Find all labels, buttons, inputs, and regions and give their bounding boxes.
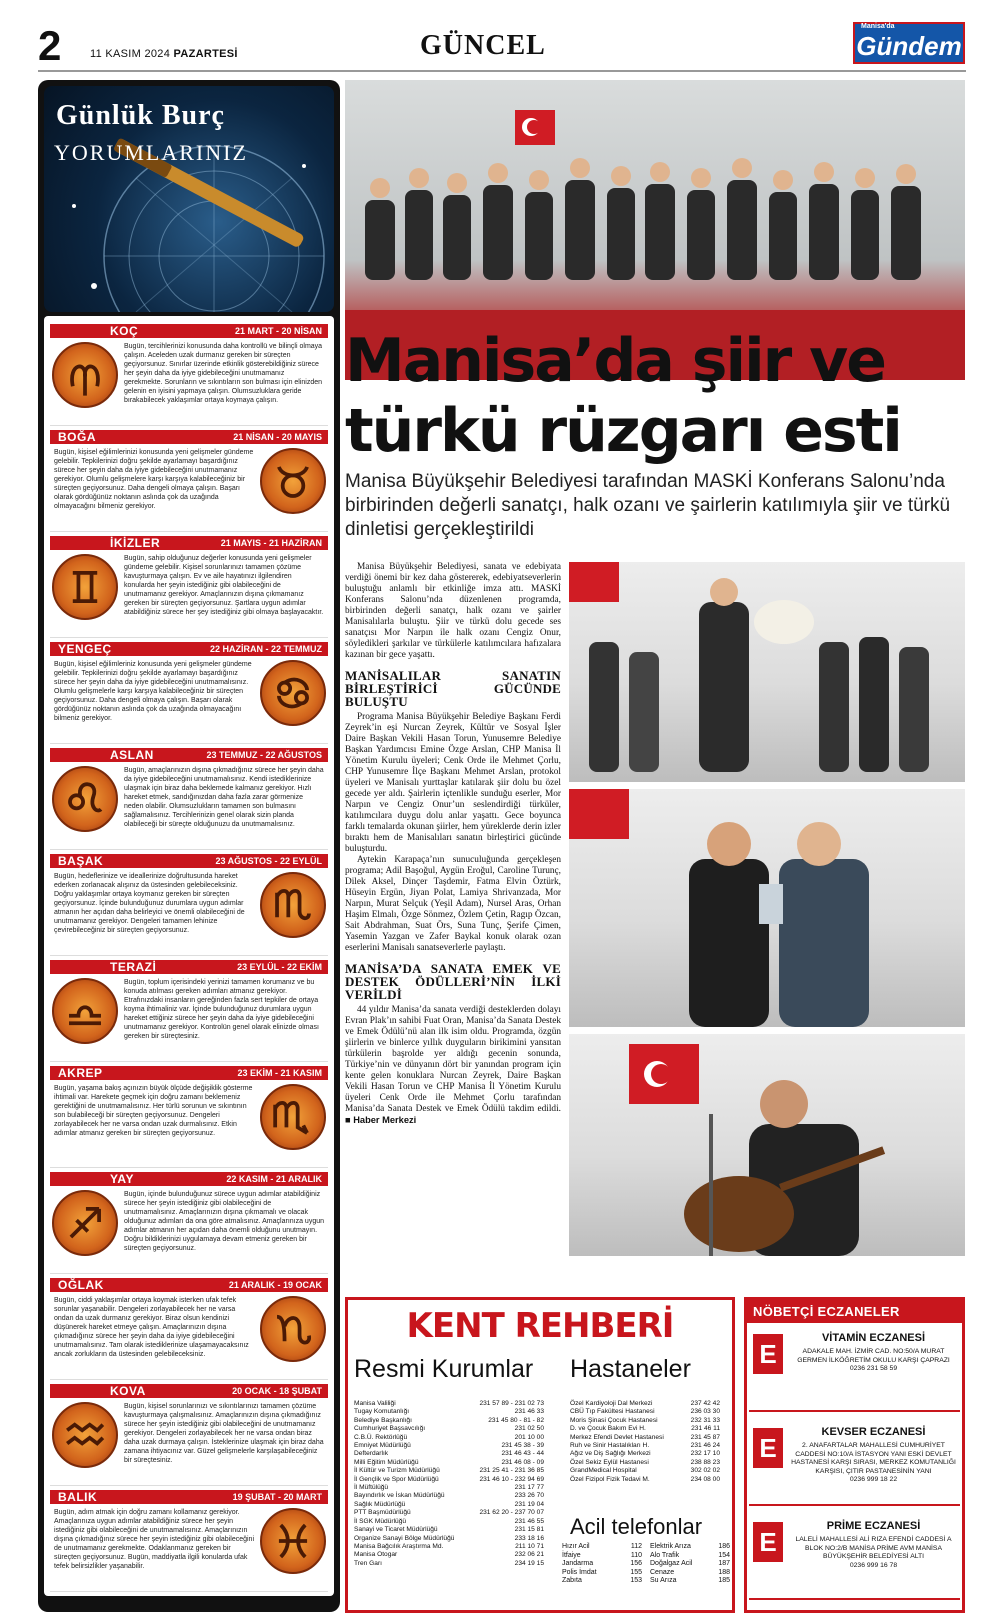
official-institutions-list [354, 1400, 544, 1568]
musician-photo [569, 1034, 965, 1256]
day-text: PAZARTESİ [173, 48, 238, 60]
zodiac-sign-icon [52, 978, 118, 1044]
directory-name: İl Gençlik ve Spor Müdürlüğü [354, 1475, 439, 1483]
pharmacy-phone: 0236 999 18 22 [849, 1476, 898, 1484]
directory-name: Milli Eğitim Müdürlüğü [354, 1458, 419, 1466]
directory-phone: 231 19 04 [514, 1500, 544, 1508]
directory-phone: 231 46 24 [690, 1442, 720, 1450]
zodiac-sign-icon [260, 1508, 326, 1574]
directory-phone: 231 62 20 - 237 70 07 [479, 1509, 544, 1517]
directory-row [354, 1459, 544, 1467]
directory-row [570, 1408, 720, 1416]
horoscope-subtitle: YORUMLARINIZ [54, 140, 248, 165]
directory-row [570, 1459, 720, 1467]
directory-phone: 234 19 15 [514, 1559, 544, 1567]
directory-row [570, 1476, 720, 1484]
directory-name: Cumhuriyet Başsavcılığı [354, 1425, 426, 1433]
directory-name: D. ve Çocuk Bakım Evi H. [570, 1425, 646, 1433]
directory-phone: 236 03 30 [690, 1408, 720, 1416]
directory-name: Manisa Otogar [354, 1551, 398, 1559]
sign-forecast: Bugün, adım atmak için doğru zamanı kollamanız gerekiyor. Amaçlarınıza uygun adımlar atabildiğiniz sürece her şeyin istediğiniz gibi olabileceğini de unutmamalısınız. Amaçlarınızın dışına çıkmadığınız sürece her şeyin istediğiniz gibi olabileceğini de unutmamanız gerekmekte. Odaklanmanız gereken bir süreçten geçiyorsunuz. Bugün, maddiyatla ilgili konularda ufak tefek belirsizlikler yaşanabilir. [54, 1509, 254, 1570]
pharmacy-phone: 0236 999 16 78 [849, 1561, 898, 1569]
directory-name: PTT Başmüdürlüğü [354, 1509, 411, 1517]
directory-row [354, 1526, 544, 1534]
directory-name: Emniyet Müdürlüğü [354, 1442, 411, 1450]
directory-name: C.B.Ü. Rektörlüğü [354, 1433, 408, 1441]
directory-row [650, 1577, 730, 1586]
horoscope-sign-6 [50, 850, 328, 956]
directory-name: Zabıta [562, 1577, 582, 1585]
directory-phone: 155 [630, 1568, 642, 1576]
zodiac-sign-icon [52, 1402, 118, 1468]
musician-photo-illustration [569, 1034, 965, 1256]
pharmacy-box [744, 1297, 965, 1613]
sign-name: KOVA [110, 1384, 146, 1398]
flower-photo-illustration [569, 562, 965, 782]
directory-row [354, 1560, 544, 1568]
directory-phone: 233 18 16 [514, 1534, 544, 1542]
directory-row [562, 1577, 642, 1586]
directory-name: Ağız ve Diş Sağlığı Merkezi [570, 1450, 651, 1458]
horoscope-sign-11 [50, 1380, 328, 1486]
article-paragraph-text: 44 yıldır Manisa’da sanata verdiği desteklerden dolayı Evran Plak’ın sahibi Fuat Oran, Manisa’da Sanata Destek ve Emek Ödülü’nü alan ilk isim oldu. Programda, özgün şiirlerin ve binlerce yıllık duyguların birikimini yansıtan türkülerin başrolde yer aldığı gecenin sonunda, Türkiye’nin ve dünyanın dört bir yanından program için kente gelen konuklara Nurcan Zeyrek, Daire Başkan Vekili Hasan Torun ve CHP Manisa İl Yönetim Kurulu üyeleri Cenk Orde ile Mehmet Çorlu tarafından Manisa’da Sanata Destek ve Emek Ödülü takdim edildi. [345, 1005, 561, 1114]
directory-name: Özel Kardiyoloji Dal Merkezi [570, 1400, 653, 1407]
directory-row [562, 1543, 642, 1552]
sign-name: BALIK [58, 1490, 98, 1504]
sign-forecast: Bugün, kişisel eğilimlerinizi konusunda yeni gelişmeler gündeme gelebilir. Tepkilerinizi doğru şekilde ayarlamayı başardığınız sürece her şeyin daha da iyiye gidebileceğini unutmamanız gerekiyor. Olumlu gelişmelere karşı karşıya kalabileceğiniz bir süreçten geçiyorsunuz. Daha dengeli olmaya çalışın. Başarı olarak gördüğünüz noktanın aslında çok da uzağında olmayacağını bilmeniz gerekiyor. [54, 449, 254, 510]
sign-dates: 23 TEMMUZ - 22 AĞUSTOS [206, 750, 322, 760]
directory-phone: 231 17 77 [514, 1484, 544, 1492]
header-rule [38, 70, 966, 72]
directory-phone: 153 [630, 1577, 642, 1585]
date-text: 11 KASIM 2024 [90, 48, 171, 60]
horoscope-sign-2 [50, 426, 328, 532]
directory-name: Doğalgaz Acil [650, 1560, 693, 1568]
emergency-phones-list-2 [650, 1543, 730, 1586]
directory-row [354, 1518, 544, 1526]
emergency-phones-list-1 [562, 1543, 642, 1586]
directory-row [354, 1417, 544, 1425]
directory-row [354, 1501, 544, 1509]
pharmacy-letter-icon: E [753, 1428, 783, 1468]
sign-dates: 22 KASIM - 21 ARALIK [226, 1174, 322, 1184]
award-photo-illustration [569, 789, 965, 1027]
sign-name: İKİZLER [110, 536, 161, 550]
zodiac-sign-icon [260, 1084, 326, 1150]
sign-forecast: Bugün, kişisel sorunlarınızı ve sıkıntılarınızı tamamen çözüme kavuşturmaya çalışmalısınız. Amaçlarınızın dışına çıkmadığınız sürece her şeyin istediğiniz gibi olabileceğini de unutmamanız gerekiyor. Dengeleri zorlayabilecek her ne varsa ondan biraz daha uzak durmaya çalışın. İsteklerinize ulaşmak için biraz daha zamana ihtiyacınız var. Güzel gelişmelerle karşılaşabileceğiniz bir süreçtesiniz. [124, 1403, 324, 1464]
directory-name: Tugay Komutanlığı [354, 1408, 410, 1416]
directory-name: Ruh ve Sinir Hastalıkları H. [570, 1442, 650, 1450]
directory-phone: 232 17 10 [690, 1450, 720, 1458]
directory-phone: 188 [718, 1568, 730, 1576]
directory-phone: 231 25 41 - 231 36 85 [479, 1467, 544, 1475]
horoscope-title: Günlük Burç [56, 100, 225, 131]
horoscope-sign-1 [50, 320, 328, 426]
directory-row [354, 1425, 544, 1433]
sign-name: AKREP [58, 1066, 103, 1080]
pharmacy-letter-icon: E [753, 1522, 783, 1562]
directory-phone: 232 31 33 [690, 1416, 720, 1424]
directory-name: Belediye Başkanlığı [354, 1416, 412, 1424]
directory-name: Manisa Bağcılık Araştırma Md. [354, 1542, 444, 1550]
directory-row [354, 1408, 544, 1416]
directory-row [562, 1569, 642, 1578]
directory-phone: 211 10 71 [515, 1542, 544, 1550]
sign-dates: 23 EYLÜL - 22 EKİM [237, 962, 322, 972]
directory-name: Tren Garı [354, 1559, 382, 1567]
directory-row [650, 1560, 730, 1569]
directory-name: GrandMedical Hospital [570, 1467, 637, 1475]
directory-row [354, 1450, 544, 1458]
zodiac-sign-icon [52, 1190, 118, 1256]
pharmacy-address: ADAKALE MAH. İZMİR CAD. NO:50/A MURAT GERMEN İLKÖĞRETİM OKULU KARŞI ÇAPRAZI [797, 1348, 950, 1364]
article-body [345, 562, 561, 1127]
horoscope-sign-4 [50, 638, 328, 744]
directory-row [354, 1492, 544, 1500]
horoscope-sign-9 [50, 1168, 328, 1274]
directory-row [354, 1434, 544, 1442]
directory-row [570, 1417, 720, 1425]
directory-row [354, 1543, 544, 1551]
sign-forecast: Bugün, içinde bulunduğunuz sürece uygun adımlar atabildiğiniz sürece her şeyin istediğiniz gibi olabileceğini de unutmamalısınız. Amaçlarınızın dışına çıkmamalı ve olacak olduğunuz adımları da ona göre atmalısınız. Amaçlarınıza uygun adımlar atmanın her açıdan daha önemli olduğunu unutmayın. Doğru bildiklerinizi uygulamaya devam etmeniz gereken bir süreçten geçiyorsunuz. [124, 1191, 325, 1252]
sign-dates: 20 OCAK - 18 ŞUBAT [232, 1386, 322, 1396]
horoscope-sign-10 [50, 1274, 328, 1380]
sign-forecast: Bugün, kişisel eğilimleriniz konusunda yeni gelişmeler gündeme gelebilir. Tepkilerinizi doğru şekilde ayarlamayı başardığınız sürece her şeyin daha da iyiye gidebileceğini unutmamalısınız. Olumlu gelişmelerle karşı karşıya kalabileceğiniz bir süreçten geçiyorsunuz. Daha dengeli olmaya çalışın. Başarı olarak gördüğünüz noktanın aslında çok da uzağında olmayacağını bilmeniz gerekiyor. [54, 661, 252, 722]
page-number: 2 [38, 22, 62, 69]
pharmacy-name: PRİME ECZANESİ [826, 1520, 921, 1532]
logo-main-text: Gündem [856, 31, 962, 61]
sign-dates: 21 MART - 20 NİSAN [234, 326, 322, 336]
directory-phone: 187 [718, 1560, 730, 1568]
sign-forecast: Bugün, amaçlarınızın dışına çıkmadığınız sürece her şeyin daha da iyiye gidebileceğini unutmamalısınız. Kendi istediklerinize ulaşmak için biraz daha beklemede kalmanız gerekiyor. Hızlı hareket etmek, sandığınızdan daha fazla zarar görmenize neden olabilir. Olumsuzlukların tamamen son bulmasını sağlamalısınız. Tercihlerinizin genel olarak sizin planda olabileceği bir süreçte olduğunuzu da unutmamalısınız. [124, 767, 324, 828]
directory-name: Polis İmdat [562, 1568, 597, 1576]
directory-phone: 238 88 23 [690, 1458, 720, 1466]
directory-phone: 232 06 21 [514, 1551, 544, 1559]
horoscope-column [38, 80, 340, 1612]
sign-dates: 22 HAZİRAN - 22 TEMMUZ [209, 644, 322, 654]
sign-dates: 23 EKİM - 21 KASIM [237, 1068, 322, 1078]
directory-name: İtfaiye [562, 1551, 581, 1559]
directory-name: Su Arıza [650, 1577, 677, 1585]
directory-row [650, 1543, 730, 1552]
directory-row [570, 1467, 720, 1475]
hospitals-title: Hastaneler [570, 1355, 691, 1383]
directory-name: Sanayi ve Ticaret Müdürlüğü [354, 1526, 438, 1534]
directory-phone: 231 46 33 [514, 1408, 544, 1416]
pharmacy-phone: 0236 231 58 59 [849, 1365, 898, 1373]
directory-phone: 237 42 42 [690, 1400, 720, 1407]
sign-dates: 19 ŞUBAT - 20 MART [232, 1492, 322, 1502]
directory-phone: 302 02 02 [690, 1467, 720, 1475]
directory-name: Elektrik Arıza [650, 1543, 691, 1550]
directory-phone: 231 46 11 [691, 1425, 720, 1433]
directory-name: Özel Sekiz Eylül Hastanesi [570, 1458, 649, 1466]
directory-name: İl Kültür ve Turizm Müdürlüğü [354, 1467, 440, 1475]
issue-date [90, 48, 238, 60]
directory-row [562, 1560, 642, 1569]
pharmacy-item [749, 1420, 960, 1506]
article-subheading: MANİSALILAR SANATIN BİRLEŞTİRİCİ GÜCÜNDE BULUŞTU [345, 668, 561, 709]
directory-name: İl Müftülüğü [354, 1484, 389, 1492]
city-guide-title: KENT REHBERİ [406, 1306, 674, 1346]
directory-phone: 231 46 55 [514, 1517, 544, 1525]
section-title: GÜNCEL [420, 30, 546, 61]
directory-row [650, 1569, 730, 1578]
article-paragraph: Aytekin Karapaça’nın sunuculuğunda gerçekleşen programa; Adil Başoğul, Aygün Eroğul, Caroline Turunç, Dilek Aksel, Dinçer Taşdemir, Fatma Elvin Öztürk, Hüseyin Ergün, Jiyan Polat, Lamiya Shrivanzada, Mor Narpın, Murat Selçuk (Yeşil Adam), Nursel Aras, Orhan Haşim Elmalı, Özge Sönmez, Özlem Çetin, Ragıp Özcan, Sait Abdrahman, Suat Örs, Suna Tunç, Şerife Çimen, Yasemin Yazgan ve Zafer Baykal konuk olarak ozan eserlerini Manisalı sanatseverlerle paylaştı. [345, 855, 561, 953]
emergency-phones-title: Acil telefonlar [570, 1514, 703, 1539]
directory-phone: 231 46 43 - 44 [501, 1450, 544, 1458]
directory-name: Organize Sanayi Bölge Müdürlüğü [354, 1534, 455, 1542]
pharmacy-address-block [787, 1536, 960, 1570]
sign-forecast: Bugün, hedeflerinize ve ideallerinize doğrultusunda hareket ederken zorlanacak alışınız da üstesinden gelebileceksiniz. Doğru yaklaşımlar ortaya koymanız gereken bir süreçten geçiyorsunuz. İçinde bulunduğunuz durumlara uygun adımlar atmanın her açıdan daha belirleyici ve önemli olabileceğini de unutmamanız gerekiyor. Dengeleri tamamen lehinize çevirebileceğiniz bir süreçten geçiyorsunuz. [54, 873, 245, 934]
sign-name: ASLAN [110, 748, 154, 762]
directory-name: Alo Trafik [650, 1551, 680, 1559]
pharmacy-item [749, 1326, 960, 1412]
sign-dates: 21 NİSAN - 20 MAYIS [233, 432, 322, 442]
article-subheadline: Manisa Büyükşehir Belediyesi tarafından MASKİ Konferans Salonu’nda birbirinden değerli sanatçı, halk ozanı ve şairlerin katılımıyla şiir ve türkü dinletisi gerçekleştirildi [345, 471, 951, 540]
zodiac-sign-icon [52, 342, 118, 408]
directory-phone: 185 [718, 1577, 730, 1585]
directory-name: Sağlık Müdürlüğü [354, 1500, 406, 1508]
directory-phone: 231 46 10 - 232 94 69 [479, 1475, 544, 1483]
directory-phone: 231 45 38 - 39 [501, 1442, 544, 1450]
directory-name: Merkez Efendi Devlet Hastanesi [570, 1433, 664, 1441]
zodiac-sign-icon [52, 766, 118, 832]
directory-phone: 156 [630, 1560, 642, 1568]
sign-forecast: Bugün, ciddi yaklaşımlar ortaya koymak isterken ufak tefek sorunlar yaşanabilir. Dengeleri zorlayabilecek her ne varsa ondan da uzak durmanız gerekiyor. Biraz olsun kendinizi düşünerek hareket etmeye çalışın. Amaçlarınızın dışına çıkmadığınız sürece her şeyin daha da iyiye gidebileceğini unutmamalısınız. Tam olarak istediklerinize ulaşamayacaksınız ancak zorlukların da üstesinden gelebileceksiniz. [54, 1297, 249, 1358]
directory-row [650, 1552, 730, 1561]
article-paragraph: Programa Manisa Büyükşehir Belediye Başkanı Ferdi Zeyrek’in eşi Nurcan Zeyrek, Kültür ve Sosyal İşler Daire Başkan Vekili Hasan Torun, Yunusemre Belediye Başkan Yardımcısı Emine Özge Arslan, CHP Manisa İl Yönetim Kurulu üyeleri; Cenk Orde ile Mehmet Çorlu, CHP Yunusemre İlçe Başkanı Mehmet Arslan, protokol üyeleri ve Manisalı yurttaşlar katılarak şiir dolu bu özel gecede yer aldı. Şairlerin içtenlikle sunduğu eserler, Mor Narpın ve Cengiz Onur’un seslendirdiği türküler, katılımcılara duygu dolu anlar yaşattı. Gece boyunca farklı temalarda okunan şiirler, hem yüreklerde derin izler bıraktı hem de Manisalıları sanatın birleştirici gücünde buluşturdu. [345, 712, 561, 854]
zodiac-sign-icon [52, 554, 118, 620]
horoscope-sign-12 [50, 1486, 328, 1592]
directory-name: Moris Şinasi Çocuk Hastanesi [570, 1416, 658, 1424]
pharmacy-name: KEVSER ECZANESİ [821, 1426, 926, 1438]
directory-row [570, 1450, 720, 1458]
sign-dates: 21 ARALIK - 19 OCAK [228, 1280, 322, 1290]
pharmacy-item [749, 1514, 960, 1600]
pharmacy-address: 2. ANAFARTALAR MAHALLESİ CUMHURİYET CADDESİ NO:10/A İSTASYON YANI ESKİ DEVLET HASTANESİ KARŞI SIRASI, MERKEZ KOMUTANLIĞI KARŞISI, ÇITIR PASTANESİNİN YANI [791, 1442, 956, 1475]
pharmacy-letter-icon: E [753, 1334, 783, 1374]
hospitals-list [570, 1400, 720, 1484]
directory-phone: 231 45 87 [690, 1433, 720, 1441]
pharmacy-name: VİTAMİN ECZANESİ [821, 1332, 926, 1344]
sign-name: YENGEÇ [58, 642, 112, 656]
directory-name: Özel Fizipol Fizik Tedavi M. [570, 1475, 650, 1483]
flower-presentation-photo [569, 562, 965, 782]
directory-row [562, 1552, 642, 1561]
newspaper-logo [853, 22, 965, 64]
directory-name: Cenaze [650, 1568, 675, 1576]
directory-name: İl SGK Müdürlüğü [354, 1517, 407, 1525]
article-paragraph: Manisa Büyükşehir Belediyesi, sanata ve edebiyata verdiği önemi bir kez daha göstererek, edebiyatseverlerin buluştuğu anlamlı bir etkinliğe imza attı. MASKİ Konferans Salonu’nda düzenlenen programda, birbirinden değerli sanatçı, halk ozanı ve şairler Manisalılarla buluştu. Şiir ve türkü dolu gecede ses sanatçısı Mor Narpın ile halk ozanı Cengiz Onur, söyledikleri şarkılar ve türkülerle katılımcılara hafızalara kazınan bir gece yaşattı. [345, 562, 561, 660]
sign-name: KOÇ [110, 324, 139, 338]
directory-row [354, 1400, 544, 1408]
directory-name: Jandarma [562, 1560, 594, 1568]
sign-forecast: Bugün, sahip olduğunuz değerler konusunda yeni gelişmeler gündeme gelebilir. Kişisel sorunlarınızı tamamen çözüme kavuşturmaya çalışın. Ev ve aile hayatınızı ilgilendiren konularda her şeyin istediğiniz gibi olabileceğini de unutmamanız gerekiyor. Amaçlarınızın dışına çıkmamanız gereken bir süreçten geçiyorsunuz. Şartlara uygun adımlar atabildiğiniz sürece her şey istediğiniz gibi olmaya başlayacaktır. [124, 555, 324, 616]
directory-name: Defterdarlık [354, 1450, 389, 1458]
zodiac-sign-icon [260, 660, 326, 726]
zodiac-sign-icon [260, 448, 326, 514]
directory-phone: 154 [718, 1551, 730, 1559]
city-guide-box [345, 1297, 735, 1613]
directory-row [354, 1476, 544, 1484]
directory-name: Hızır Acil [562, 1543, 590, 1550]
directory-row [354, 1509, 544, 1517]
zodiac-sign-icon [260, 872, 326, 938]
directory-phone: 231 57 89 - 231 02 73 [479, 1400, 544, 1407]
directory-phone: 112 [630, 1543, 642, 1550]
award-presentation-photo [569, 789, 965, 1027]
directory-row [354, 1551, 544, 1559]
sign-forecast: Bugün, yaşama bakış açınızın büyük ölçüde değişiklik gösterme ihtimali var. Harekete geçmek için doğru zamanı beklemeniz gerektiğini de unutmamalısınız. Her türlü sorunun ve sıkıntının son bulabileceği bir süreçten geçiyorsunuz. Dengeleri zorlayabilecek her ne varsa ondan uzak durmalısınız. Etkin adımlar atmanız gereken bir süreçten geçiyorsunuz. [54, 1085, 253, 1137]
logo-small-text: Manisa'da [861, 23, 895, 30]
sign-name: YAY [110, 1172, 134, 1186]
pharmacy-address: LALELİ MAHALLESİ ALİ RIZA EFENDİ CADDESİ A BLOK NO:2/B MANİSA PRİME AVM MANİSA BÜYÜKŞEHİR BELEDİYESİ ALTI [795, 1536, 952, 1561]
directory-phone: 231 02 50 [514, 1425, 544, 1433]
horoscope-sign-8 [50, 1062, 328, 1168]
directory-row [570, 1425, 720, 1433]
sign-dates: 21 MAYIS - 21 HAZİRAN [220, 538, 322, 548]
pharmacy-address-block [787, 1442, 960, 1485]
horoscope-sign-3 [50, 532, 328, 638]
sign-name: OĞLAK [58, 1278, 104, 1292]
article-headline: Manisa’da şiir ve türkü rüzgarı esti [345, 326, 901, 466]
horoscope-sign-5 [50, 744, 328, 850]
directory-name: Bayındırlık ve İskan Müdürlüğü [354, 1492, 445, 1500]
sign-name: TERAZİ [110, 960, 157, 974]
pharmacy-box-title: NÖBETÇİ ECZANELER [747, 1300, 962, 1323]
directory-phone: 201 10 00 [514, 1433, 544, 1441]
directory-phone: 231 15 81 [514, 1526, 544, 1534]
horoscope-sign-7 [50, 956, 328, 1062]
directory-row [570, 1442, 720, 1450]
directory-row [354, 1442, 544, 1450]
sign-name: BOĞA [58, 430, 96, 444]
sign-forecast: Bugün, toplum içerisindeki yerinizi tamamen korumanız ve bu konuda atılması gereken adımları atmanız gerekiyor. Etrafınızdaki insanların gereğinden fazla sert tepkiler de ortaya koyma ihtimaliniz var. İçinde bulunduğunuz durumlara uygun hareket ettiğiniz sürece her şeyin daha da iyiye gidebileceğini unutmamanız gerekiyor. Kontrolün genel olarak elinizde olması gereken bir süreçtesiniz. [124, 979, 319, 1040]
directory-phone: 233 26 70 [514, 1492, 544, 1500]
sign-forecast: Bugün, tercihlerinizi konusunda daha kontrollü ve bilinçli olmaya çalışın. Aceleden uzak durmanız gereken bir süreçten geçiyorsunuz. Sınırlar üzerinde etkinlik gösterebildiğiniz sürece her şeyin daha da iyiye gidebileceğini unutmamanız gerekmekte. Sorunların ve sıkıntıların son bulması için elinizden gelenin en iyisini yapmaya çalışın. Olumsuzluklara geride bırakabilecek yaklaşımlar ortaya koymaya çalışın. [124, 343, 323, 404]
directory-phone: 231 45 80 - 81 - 82 [488, 1416, 544, 1424]
directory-name: CBÜ Tıp Fakültesi Hastanesi [570, 1408, 655, 1416]
sign-dates: 23 AĞUSTOS - 22 EYLÜL [215, 856, 322, 866]
directory-name: Manisa Valiliği [354, 1400, 396, 1407]
horoscope-banner [44, 86, 334, 312]
official-institutions-title: Resmi Kurumlar [354, 1355, 534, 1383]
article-signature: ■ Haber Merkezi [345, 1115, 417, 1125]
directory-phone: 110 [630, 1551, 642, 1559]
directory-phone: 231 46 08 - 09 [501, 1458, 544, 1466]
directory-row [570, 1434, 720, 1442]
directory-row [354, 1467, 544, 1475]
article-paragraph [345, 1005, 561, 1127]
sign-name: BAŞAK [58, 854, 104, 868]
directory-phone: 234 08 00 [690, 1475, 720, 1483]
directory-phone: 186 [718, 1543, 730, 1550]
zodiac-sign-icon [260, 1296, 326, 1362]
article-subheading: MANİSA’DA SANATA EMEK VE DESTEK ÖDÜLLERİ’NİN İLKİ VERİLDİ [345, 961, 561, 1002]
pharmacy-address-block [787, 1348, 960, 1374]
horoscope-list [44, 316, 334, 1596]
directory-row [354, 1535, 544, 1543]
